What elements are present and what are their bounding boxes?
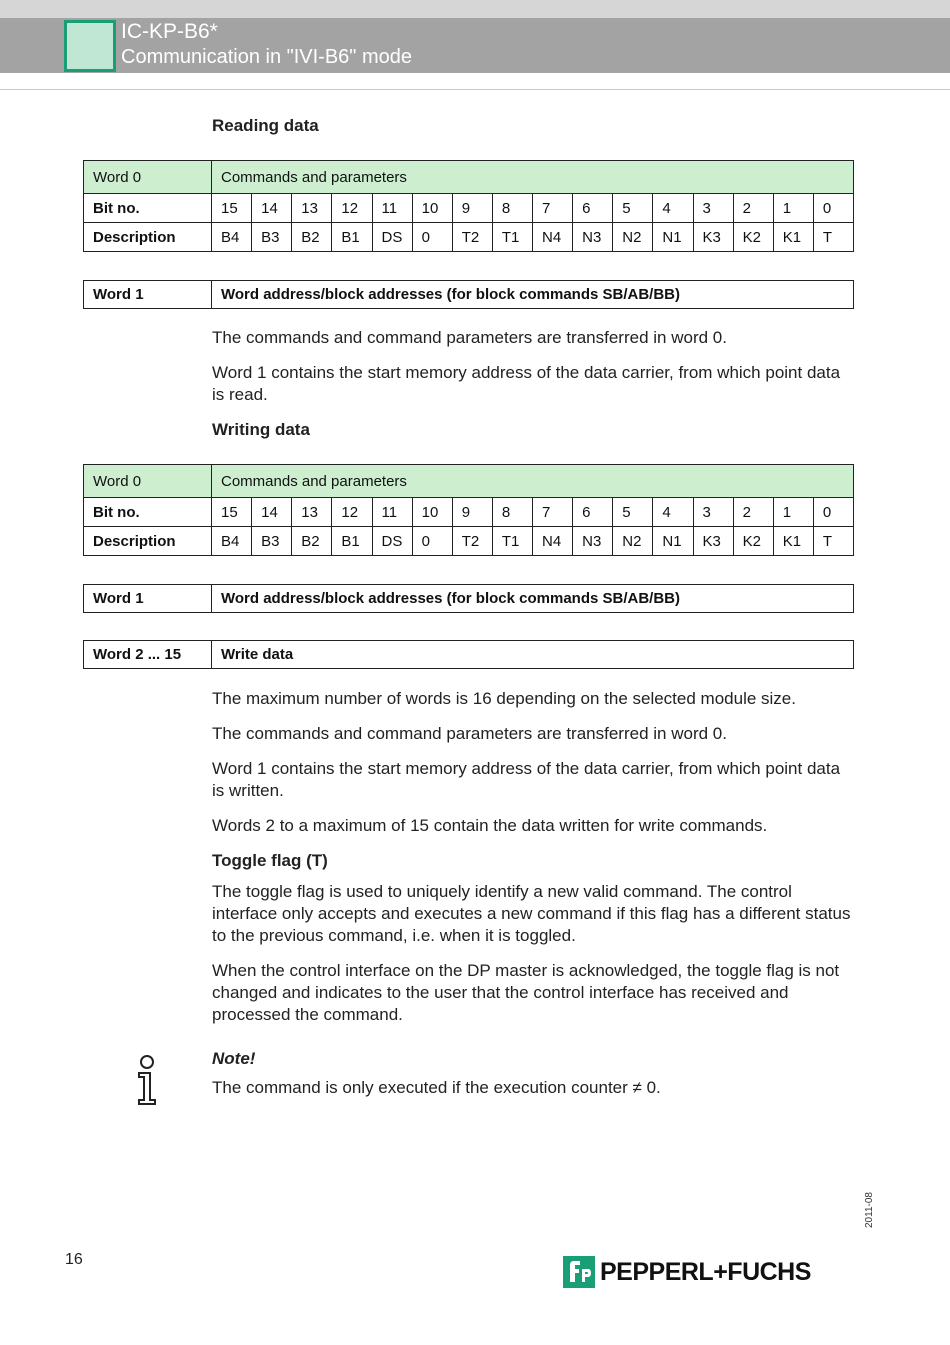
word0-row xyxy=(84,465,854,498)
bit-description-cell: B2 xyxy=(292,223,332,252)
word1-row xyxy=(84,281,854,309)
bit-number-cell: 2 xyxy=(733,194,773,223)
bit-number-cell: 12 xyxy=(332,194,372,223)
bit-description-cell: B2 xyxy=(292,527,332,556)
company-logo xyxy=(563,1255,811,1289)
bit-number-cell: 1 xyxy=(773,194,813,223)
description-row xyxy=(84,223,854,252)
bit-number-cell: 8 xyxy=(492,498,532,527)
description-row xyxy=(84,527,854,556)
product-title: IC-KP-B6* xyxy=(121,20,218,43)
note-title: Note! xyxy=(212,1049,256,1068)
bit-description-cell: T1 xyxy=(492,527,532,556)
toggle-heading: Toggle flag (T) xyxy=(212,851,328,870)
bit-number-cell: 4 xyxy=(653,498,693,527)
bit-number-cell: 15 xyxy=(212,498,252,527)
reading-bit-table xyxy=(83,160,854,252)
bitno-label: Bit no. xyxy=(84,498,212,527)
bit-number-cell: 6 xyxy=(573,194,613,223)
bit-description-cell: B3 xyxy=(252,527,292,556)
reading-paragraph-1: The commands and command parameters are transferred in word 0. xyxy=(212,328,727,347)
document-date: 2011-08 xyxy=(864,1192,875,1228)
bit-number-cell: 8 xyxy=(492,194,532,223)
word1-label: Word 1 xyxy=(84,585,212,613)
bit-description-cell: K2 xyxy=(733,527,773,556)
bit-number-cell: 0 xyxy=(813,194,853,223)
bit-description-cell: N3 xyxy=(573,223,613,252)
bit-number-cell: 7 xyxy=(533,498,573,527)
bit-number-cell: 12 xyxy=(332,498,372,527)
bit-description-cell: N1 xyxy=(653,527,693,556)
writing-paragraph-2: The commands and command parameters are transferred in word 0. xyxy=(212,724,727,743)
word1-value: Word address/block addresses (for block commands SB/AB/BB) xyxy=(212,585,854,613)
bit-description-cell: DS xyxy=(372,223,412,252)
word0-value: Commands and parameters xyxy=(212,465,854,498)
bit-description-cell: B4 xyxy=(212,527,252,556)
word0-label: Word 0 xyxy=(84,465,212,498)
page-header xyxy=(0,18,950,73)
bit-description-cell: N2 xyxy=(613,527,653,556)
bit-number-cell: 4 xyxy=(653,194,693,223)
toggle-paragraph-1: The toggle flag is used to uniquely identify a new valid command. The control interface only accepts and executes a new command if this flag has a different status to the previous command, i.e. when it is toggled. xyxy=(212,882,851,945)
bit-number-cell: 6 xyxy=(573,498,613,527)
bit-description-cell: T xyxy=(813,223,853,252)
bit-description-cell: DS xyxy=(372,527,412,556)
writing-word2-table xyxy=(83,640,854,669)
bit-number-cell: 7 xyxy=(533,194,573,223)
bit-number-cell: 2 xyxy=(733,498,773,527)
word0-value: Commands and parameters xyxy=(212,161,854,194)
word2-row xyxy=(84,641,854,669)
bit-description-cell: T xyxy=(813,527,853,556)
bit-number-cell: 10 xyxy=(412,498,452,527)
word2-value: Write data xyxy=(212,641,854,669)
description-label: Description xyxy=(84,223,212,252)
reading-paragraph-2: Word 1 contains the start memory address of the data carrier, from which point data is read. xyxy=(212,363,841,404)
description-label: Description xyxy=(84,527,212,556)
writing-heading: Writing data xyxy=(212,420,310,439)
writing-paragraph-4: Words 2 to a maximum of 15 contain the data written for write commands. xyxy=(212,816,768,835)
bit-description-cell: N1 xyxy=(653,223,693,252)
word1-label: Word 1 xyxy=(84,281,212,309)
bit-number-cell: 11 xyxy=(372,194,412,223)
word1-row xyxy=(84,585,854,613)
page-number: 16 xyxy=(65,1251,83,1268)
header-divider xyxy=(0,89,950,90)
bit-number-cell: 3 xyxy=(693,194,733,223)
bit-number-cell: 15 xyxy=(212,194,252,223)
bitno-row xyxy=(84,194,854,223)
word0-row xyxy=(84,161,854,194)
word0-label: Word 0 xyxy=(84,161,212,194)
bit-description-cell: B4 xyxy=(212,223,252,252)
writing-bit-table xyxy=(83,464,854,556)
header-top-strip xyxy=(0,0,950,18)
reading-heading: Reading data xyxy=(212,116,319,135)
bit-number-cell: 10 xyxy=(412,194,452,223)
bit-description-cell: N4 xyxy=(533,223,573,252)
bit-number-cell: 5 xyxy=(613,498,653,527)
bit-number-cell: 9 xyxy=(452,498,492,527)
bit-number-cell: 11 xyxy=(372,498,412,527)
note-text: The command is only executed if the execution counter ≠ 0. xyxy=(212,1078,661,1097)
section-subtitle: Communication in "IVI-B6" mode xyxy=(121,46,412,68)
bit-number-cell: 9 xyxy=(452,194,492,223)
bit-description-cell: N2 xyxy=(613,223,653,252)
bit-description-cell: B3 xyxy=(252,223,292,252)
toggle-paragraph-2: When the control interface on the DP master is acknowledged, the toggle flag is not changed and indicates to the user that the control interface has received and processed the command. xyxy=(212,961,840,1024)
header-square-icon xyxy=(64,20,116,72)
bit-description-cell: B1 xyxy=(332,223,372,252)
bit-number-cell: 14 xyxy=(252,194,292,223)
bit-number-cell: 0 xyxy=(813,498,853,527)
bit-number-cell: 5 xyxy=(613,194,653,223)
bit-description-cell: B1 xyxy=(332,527,372,556)
bit-number-cell: 13 xyxy=(292,498,332,527)
bit-description-cell: K1 xyxy=(773,223,813,252)
bit-description-cell: T1 xyxy=(492,223,532,252)
bit-description-cell: K3 xyxy=(693,527,733,556)
word1-value: Word address/block addresses (for block commands SB/AB/BB) xyxy=(212,281,854,309)
bit-description-cell: K1 xyxy=(773,527,813,556)
word2-label: Word 2 ... 15 xyxy=(84,641,212,669)
bit-number-cell: 14 xyxy=(252,498,292,527)
info-icon xyxy=(134,1055,160,1107)
bit-description-cell: T2 xyxy=(452,223,492,252)
pepperl-fuchs-logo-icon xyxy=(563,1256,595,1288)
bit-description-cell: K3 xyxy=(693,223,733,252)
bit-description-cell: T2 xyxy=(452,527,492,556)
bitno-label: Bit no. xyxy=(84,194,212,223)
bitno-row xyxy=(84,498,854,527)
bit-number-cell: 13 xyxy=(292,194,332,223)
writing-paragraph-1: The maximum number of words is 16 depending on the selected module size. xyxy=(212,689,796,708)
bit-description-cell: N3 xyxy=(573,527,613,556)
bit-description-cell: K2 xyxy=(733,223,773,252)
reading-word1-table xyxy=(83,280,854,309)
bit-description-cell: 0 xyxy=(412,223,452,252)
logo-text: PEPPERL+FUCHS xyxy=(600,1257,811,1286)
bit-number-cell: 1 xyxy=(773,498,813,527)
bit-description-cell: N4 xyxy=(533,527,573,556)
writing-paragraph-3: Word 1 contains the start memory address of the data carrier, from which point data is written. xyxy=(212,759,841,800)
bit-description-cell: 0 xyxy=(412,527,452,556)
writing-word1-table xyxy=(83,584,854,613)
bit-number-cell: 3 xyxy=(693,498,733,527)
